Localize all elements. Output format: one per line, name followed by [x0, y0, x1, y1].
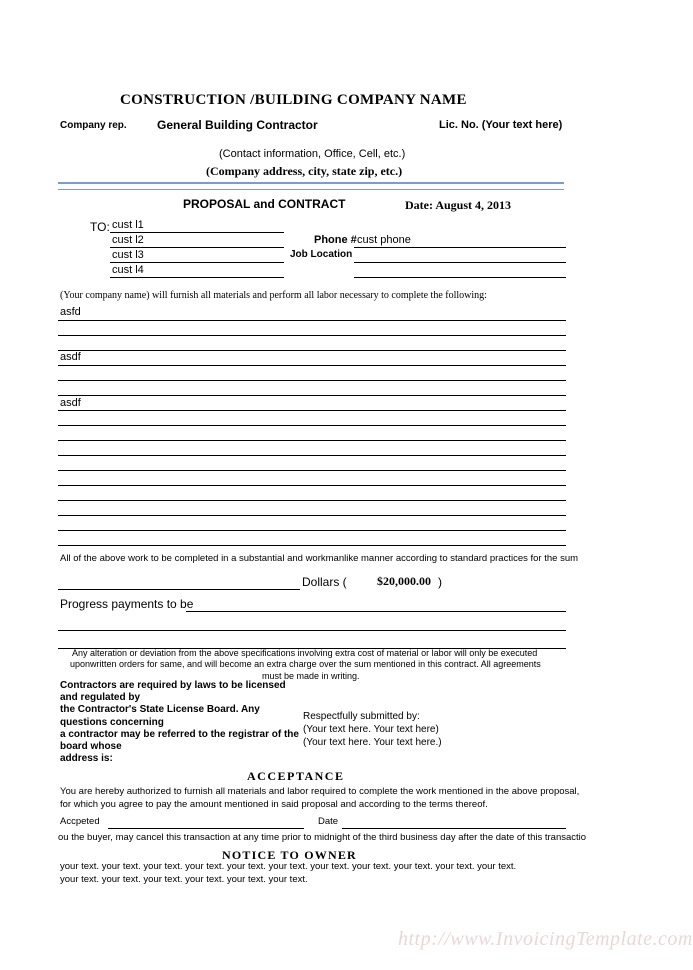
acceptance-text-1: You are hereby authorized to furnish all materials and labor required to complete the work mentioned in the above proposal,	[60, 786, 580, 797]
alteration-line-2: uponwritten orders for same, and will become an extra charge over the sum mentioned in this contract. All agreements	[70, 659, 541, 669]
work-intro: (Your company name) will furnish all materials and perform all labor necessary to complete the following:	[60, 290, 487, 301]
contract-amount[interactable]: $20,000.00	[377, 574, 431, 588]
submitted-line-1[interactable]: (Your text here. Your text here)	[303, 724, 439, 735]
license-notice	[60, 680, 305, 765]
license-notice-line-6: board whose	[60, 741, 122, 753]
company-address: (Company address, city, state zip, etc.)	[206, 164, 403, 178]
alteration-line-1: Any alteration or deviation from the above specifications involving extra cost of material or labor will only be executed	[72, 648, 538, 658]
license-notice-line-3: the Contractor's State License Board. Any	[60, 704, 260, 716]
contact-info: (Contact information, Office, Cell, etc.)	[219, 148, 406, 160]
customer-line-3[interactable]: cust l3	[112, 249, 144, 261]
license-number: Lic. No. (Your text here)	[439, 119, 563, 131]
watermark: http://www.InvoicingTemplate.com	[398, 928, 693, 950]
submitted-label: Respectfully submitted by:	[303, 711, 420, 722]
dollars-label: Dollars (	[302, 575, 347, 589]
job-location-label: Job Location	[290, 249, 353, 260]
notice-line-1: your text. your text. your text. your text. your text. your text. your text. your text. your text. your text. your text.	[60, 861, 517, 872]
progress-payments-label: Progress payments to be	[60, 597, 194, 611]
license-notice-line-4: questions concerning	[60, 716, 164, 728]
company-name: CONSTRUCTION /BUILDING COMPANY NAME	[120, 92, 467, 108]
work-item-2[interactable]: asdf	[60, 351, 81, 363]
alteration-line-3: must be made in writing.	[262, 671, 360, 681]
completion-statement: All of the above work to be completed in a substantial and workmanlike manner according to standard practices for the sum	[60, 553, 579, 564]
notice-title: NOTICE TO OWNER	[222, 848, 357, 862]
accepted-label: Accpeted	[60, 816, 100, 827]
license-notice-line-7: address is:	[60, 753, 113, 765]
phone-label: Phone #	[314, 234, 357, 246]
notice-line-2: your text. your text. your text. your text. your text. your text.	[60, 874, 308, 885]
work-item-1[interactable]: asfd	[60, 306, 81, 318]
submitted-line-2[interactable]: (Your text here. Your text here.)	[303, 737, 442, 748]
proposal-title: PROPOSAL and CONTRACT	[183, 197, 346, 211]
proposal-date: Date: August 4, 2013	[405, 198, 512, 212]
customer-line-1[interactable]: cust l1	[112, 219, 144, 231]
customer-line-2[interactable]: cust l2	[112, 234, 144, 246]
amount-close-paren: )	[438, 575, 442, 589]
acceptance-text-2: for which you agree to pay the amount mentioned in said proposal and according to the terms thereof.	[60, 799, 488, 810]
acceptance-title: ACCEPTANCE	[247, 769, 345, 783]
license-notice-line-2: and regulated by	[60, 692, 141, 704]
header-divider	[58, 182, 564, 190]
company-rep-value: General Building Contractor	[157, 118, 318, 132]
date-label: Date	[318, 816, 339, 827]
cancellation-notice: ou the buyer, may cancel this transaction at any time prior to midnight of the third business day after the date of this transactio	[58, 832, 587, 843]
customer-line-4[interactable]: cust l4	[112, 264, 144, 276]
license-notice-line-1: Contractors are required by laws to be licensed	[60, 680, 286, 691]
work-item-3[interactable]: asdf	[60, 397, 81, 409]
to-label: TO:	[90, 220, 110, 234]
license-notice-line-5: a contractor may be referred to the registrar of the	[60, 728, 299, 740]
company-rep-label: Company rep.	[60, 120, 127, 131]
phone-value[interactable]: cust phone	[357, 234, 411, 246]
